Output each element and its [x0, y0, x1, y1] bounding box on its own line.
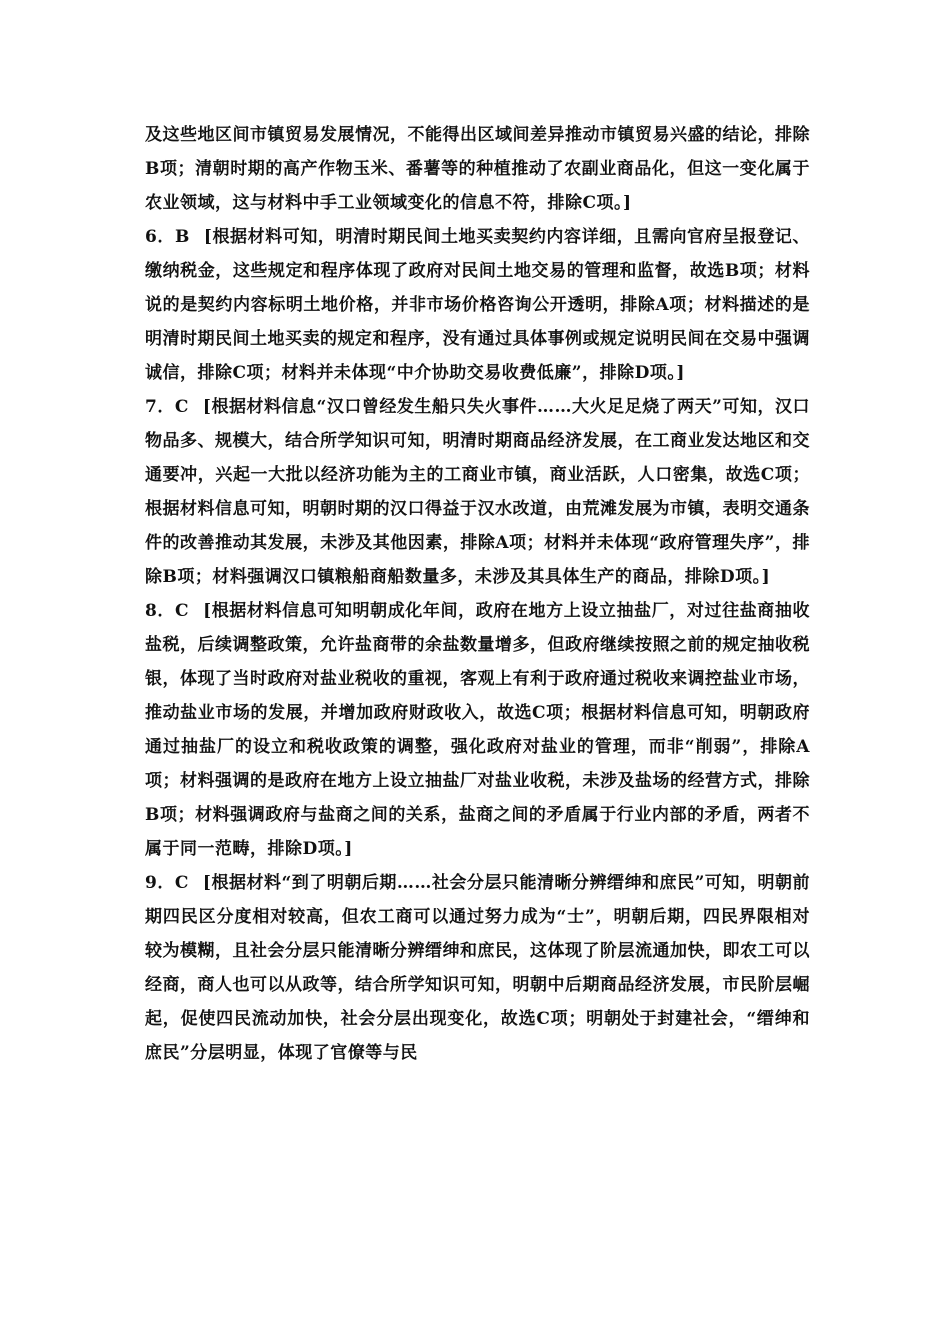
question-number: 9．C	[145, 873, 189, 893]
answer-paragraph-6	[145, 220, 810, 390]
question-number: 8．C	[145, 601, 190, 621]
document-page	[145, 118, 810, 1070]
answer-paragraph-continuation	[145, 118, 810, 220]
paragraph-text: [根据材料信息可知明朝成化年间，政府在地方上设立抽盐厂，对过往盐商抽收盐税，后续调整政策，允许盐商带的余盐数量增多，但政府继续按照之前的规定抽收税银，体现了当时政府对盐业税收的重视，客观上有利于政府通过税收来调控盐业市场，推动盐业市场的发展，并增加政府财政收入，故选C项；根据材料信息可知，明朝政府通过抽盐厂的设立和税收政策的调整，强化政府对盐业的管理，而非“削弱”，排除A项；材料强调的是政府在地方上设立抽盐厂对盐业收税，未涉及盐场的经营方式，排除B项；材料强调政府与盐商之间的关系，盐商之间的矛盾属于行业内部的矛盾，两者不属于同一范畴，排除D项。]	[145, 601, 810, 859]
paragraph-text: [根据材料“到了明朝后期……社会分层只能清晰分辨缙绅和庶民”可知，明朝前期四民区分度相对较高，但农工商可以通过努力成为“士”，明朝后期，四民界限相对较为模糊，且社会分层只能清晰分辨缙绅和庶民，这体现了阶层流通加快，即农工可以经商，商人也可以从政等，结合所学知识可知，明朝中后期商品经济发展，市民阶层崛起，促使四民流动加快，社会分层出现变化，故选C项；明朝处于封建社会，“缙绅和庶民”分层明显，体现了官僚等与民	[145, 873, 810, 1063]
question-number: 7．C	[145, 397, 189, 417]
answer-paragraph-7	[145, 390, 810, 594]
question-number: 6．B	[145, 227, 190, 247]
answer-paragraph-9	[145, 866, 810, 1070]
paragraph-text: 及这些地区间市镇贸易发展情况，不能得出区域间差异推动市镇贸易兴盛的结论，排除B项；清朝时期的高产作物玉米、番薯等的种植推动了农副业商品化，但这一变化属于农业领域，这与材料中手工业领域变化的信息不符，排除C项。]	[145, 125, 810, 213]
paragraph-text: [根据材料信息“汉口曾经发生船只失火事件……大火足足烧了两天”可知，汉口物品多、规模大，结合所学知识可知，明清时期商品经济发展，在工商业发达地区和交通要冲，兴起一大批以经济功能为主的工商业市镇，商业活跃，人口密集，故选C项；根据材料信息可知，明朝时期的汉口得益于汉水改道，由荒滩发展为市镇，表明交通条件的改善推动其发展，未涉及其他因素，排除A项；材料并未体现“政府管理失序”，排除B项；材料强调汉口镇粮船商船数量多，未涉及其具体生产的商品，排除D项。]	[145, 397, 810, 587]
answer-paragraph-8	[145, 594, 810, 866]
paragraph-text: [根据材料可知，明清时期民间土地买卖契约内容详细，且需向官府呈报登记、缴纳税金，这些规定和程序体现了政府对民间土地交易的管理和监督，故选B项；材料说的是契约内容标明土地价格，并非市场价格咨询公开透明，排除A项；材料描述的是明清时期民间土地买卖的规定和程序，没有通过具体事例或规定说明民间在交易中强调诚信，排除C项；材料并未体现“中介协助交易收费低廉”，排除D项。]	[145, 227, 810, 383]
